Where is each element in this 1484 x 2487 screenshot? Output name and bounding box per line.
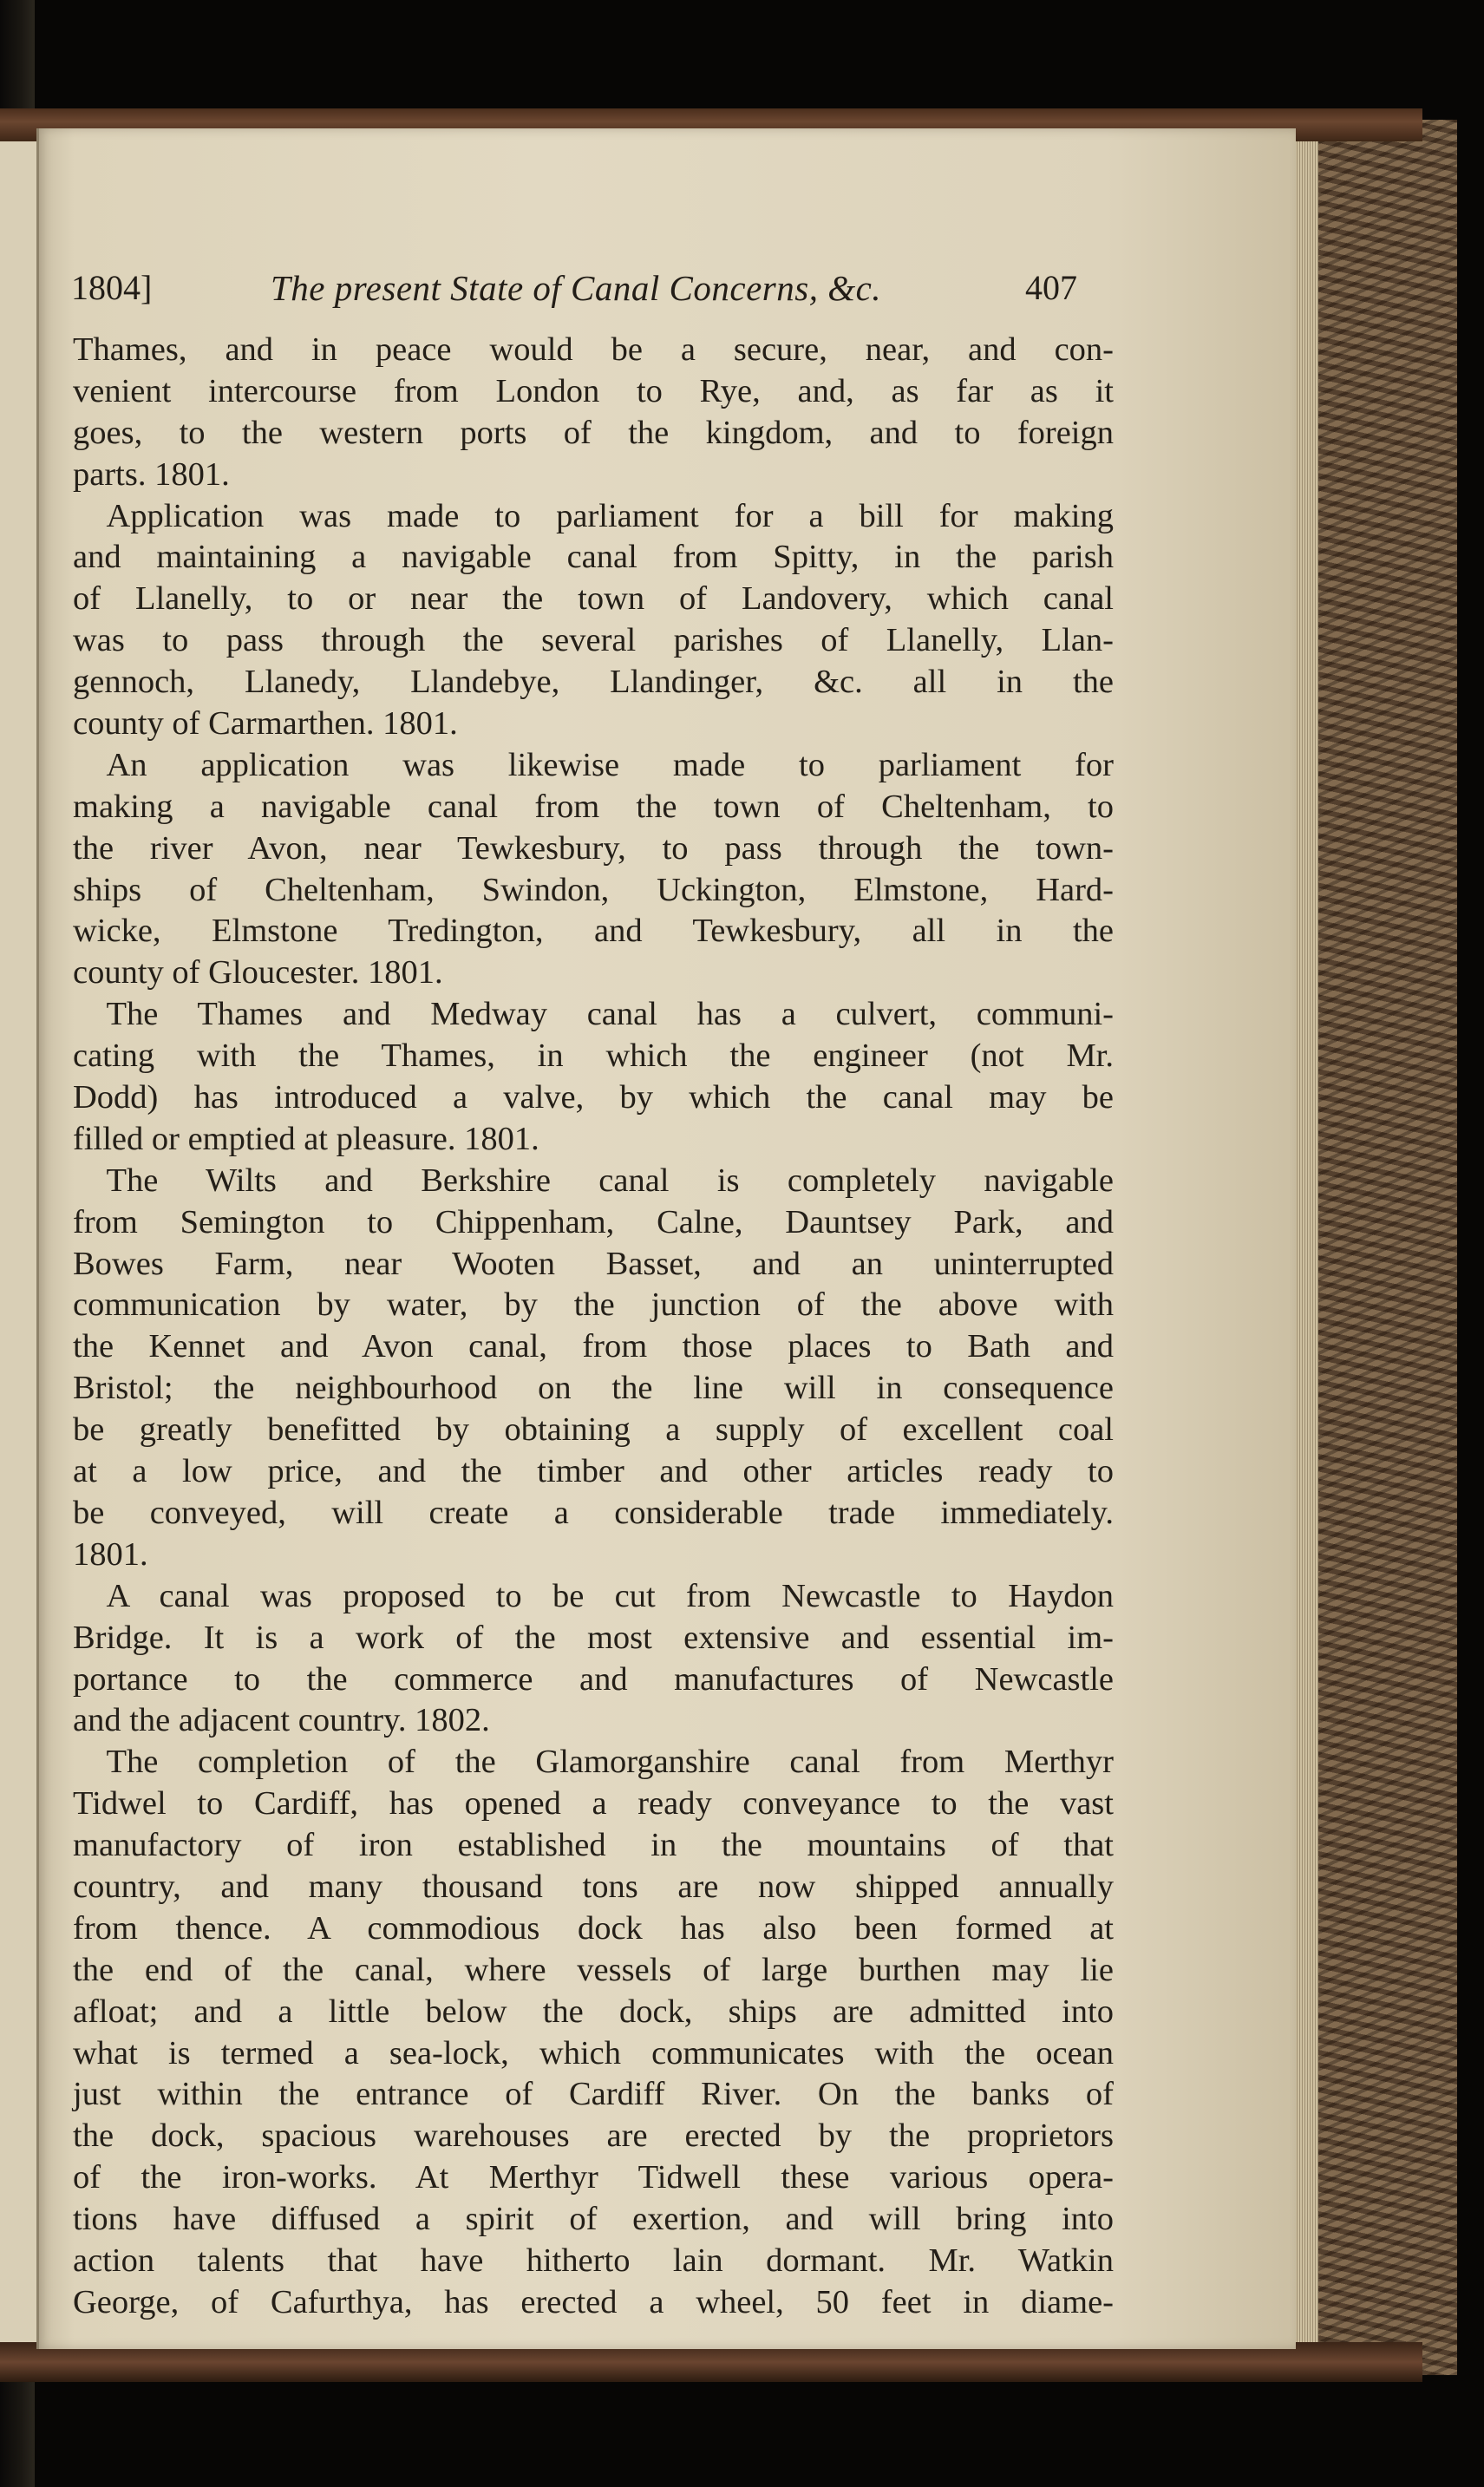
text-line: Tidwel to Cardiff, has opened a ready conveyance to the vast — [73, 1785, 1114, 1823]
page-edges — [1292, 130, 1318, 2351]
text-line: and maintaining a navigable canal from Spitty, in the parish — [73, 539, 1114, 576]
text-line: of the iron-works. At Merthyr Tidwell these various opera- — [73, 2159, 1114, 2196]
text-line: ships of Cheltenham, Swindon, Uckington, Elmstone, Hard- — [73, 871, 1114, 908]
text-line: cating with the Thames, in which the engineer (not Mr. — [73, 1037, 1114, 1075]
text-line: the end of the canal, where vessels of large burthen may lie — [73, 1951, 1114, 1988]
text-line: from thence. A commodious dock has also been formed at — [73, 1909, 1114, 1947]
printed-page — [36, 128, 1296, 2349]
text-line: county of Gloucester. 1801. — [73, 954, 443, 992]
text-line: Bowes Farm, near Wooten Basset, and an uninterrupted — [73, 1245, 1114, 1282]
text-line: A canal was proposed to be cut from Newcastle to Haydon — [73, 1577, 1114, 1614]
text-line: wicke, Elmstone Tredington, and Tewkesbury, all in the — [73, 913, 1114, 950]
text-line: manufactory of iron established in the mountains of that — [73, 1827, 1114, 1864]
text-line: be conveyed, will create a considerable trade immediately. — [73, 1494, 1114, 1531]
text-line: venient intercourse from London to Rye, and, as far as it — [73, 372, 1114, 409]
text-line: from Semington to Chippenham, Calne, Dauntsey Park, and — [73, 1203, 1114, 1240]
running-title: The present State of Canal Concerns, &c. — [271, 268, 882, 308]
text-line: gennoch, Llanedy, Llandebye, Llandinger, &c. all in the — [73, 664, 1114, 701]
text-line: Dodd) has introduced a valve, by which the canal may be — [73, 1079, 1114, 1116]
text-line: goes, to the western ports of the kingdom, and to foreign — [73, 414, 1114, 451]
text-line: parts. 1801. — [73, 455, 230, 493]
text-line: what is termed a sea-lock, which communicates with the ocean — [73, 2034, 1114, 2071]
text-line: just within the entrance of Cardiff River. On the banks of — [73, 2076, 1114, 2113]
text-line: An application was likewise made to parliament for — [73, 746, 1114, 783]
text-line: country, and many thousand tons are now shipped annually — [73, 1868, 1114, 1905]
text-line: communication by water, by the junction of the above with — [73, 1286, 1114, 1324]
text-line: the river Avon, near Tewkesbury, to pass through the town- — [73, 829, 1114, 867]
text-line: portance to the commerce and manufactures of Newcastle — [73, 1660, 1114, 1698]
text-line: Bridge. It is a work of the most extensive and essential im- — [73, 1619, 1114, 1656]
text-line: county of Carmarthen. 1801. — [73, 705, 458, 743]
text-line: afloat; and a little below the dock, ships are admitted into — [73, 1993, 1114, 2030]
text-line: The completion of the Glamorganshire canal from Merthyr — [73, 1744, 1114, 1781]
text-line: The Thames and Medway canal has a culvert, communi- — [73, 996, 1114, 1033]
text-line: tions have diffused a spirit of exertion, and will bring into — [73, 2201, 1114, 2238]
text-line: Thames, and in peace would be a secure, near, and con- — [73, 331, 1114, 368]
running-year: 1804] — [71, 268, 153, 307]
marbled-cover-edge — [1305, 120, 1457, 2375]
text-line: making a navigable canal from the town of Cheltenham, to — [73, 788, 1114, 825]
text-line: at a low price, and the timber and other articles ready to — [73, 1453, 1114, 1490]
text-line: The Wilts and Berkshire canal is completely navigable — [73, 1162, 1114, 1199]
text-line: the dock, spacious warehouses are erected by the proprietors — [73, 2117, 1114, 2155]
text-line: action talents that have hitherto lain dormant. Mr. Watkin — [73, 2242, 1114, 2279]
gutter-line — [36, 128, 39, 2349]
page-number: 407 — [1025, 268, 1077, 307]
text-line: Application was made to parliament for a bill for making — [73, 497, 1114, 534]
text-line: and the adjacent country. 1802. — [73, 1702, 490, 1739]
body-text — [73, 330, 1114, 2324]
text-line: filled or emptied at pleasure. 1801. — [73, 1120, 539, 1157]
text-line: be greatly benefitted by obtaining a supply of excellent coal — [73, 1411, 1114, 1449]
text-line: 1801. — [73, 1535, 148, 1573]
text-line: Bristol; the neighbourhood on the line will in consequence — [73, 1370, 1114, 1407]
text-line: George, of Cafurthya, has erected a wheel, 50 feet in diame- — [73, 2283, 1114, 2320]
text-line: was to pass through the several parishes of Llanelly, Llan- — [73, 622, 1114, 659]
text-line: of Llanelly, to or near the town of Landovery, which canal — [73, 580, 1114, 618]
running-header — [71, 267, 1077, 319]
text-line: the Kennet and Avon canal, from those places to Bath and — [73, 1328, 1114, 1365]
